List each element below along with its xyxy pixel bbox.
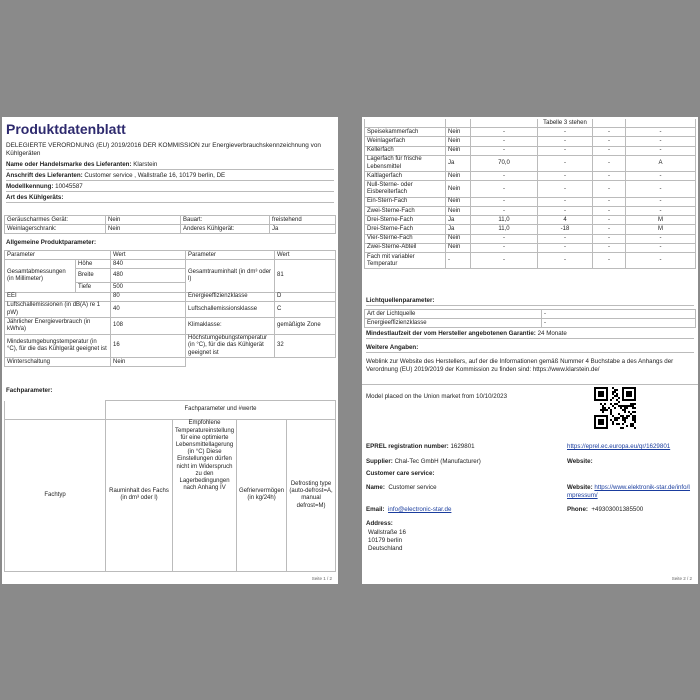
table-row: Tabelle 3 stehen (365, 119, 696, 128)
address-line: Deutschland (368, 545, 403, 552)
table-row: Vier-Sterne-Fach Nein - - - - (365, 234, 696, 243)
fach-heading: Fachparameter: (6, 387, 53, 394)
general-heading: Allgemeine Produktparameter: (6, 239, 97, 246)
type-heading: Art des Kühlgeräts: (6, 194, 334, 203)
table-row: Weinlagerschrank: Nein Anderes Kühlgerät: Ja (5, 225, 336, 234)
fach-table (4, 400, 336, 572)
address-line: 10179 berlin (368, 537, 403, 544)
table-row: Ein-Stern-Fach Nein - - - - (365, 197, 696, 206)
email-row: Email: info@electronic-star.de (366, 506, 452, 513)
table-row: Speisekammerfach Nein - - - - (365, 128, 696, 137)
table-row: Geräuscharmes Gerät: Nein Bauart: freistehend (5, 216, 336, 225)
general-table (4, 250, 336, 367)
table-row: Fach mit variabler Temperatur - - - - - (365, 253, 696, 269)
care-website-row: Website: https://www.elektronik-star.de/info/Impressum/ (567, 484, 691, 499)
table-row: Tiefe 500 (5, 283, 336, 292)
care-name-row: Name: Customer service (366, 484, 437, 491)
address-line: Wallstraße 16 (368, 529, 406, 536)
page-title: Produktdatenblatt (6, 121, 126, 137)
regulation-text: DELEGIERTE VERORDNUNG (EU) 2019/2016 DER KOMMISSION zur Energieverbrauchskennzeichnung von Kühlgeräten (6, 142, 321, 157)
care-heading: Customer care service: (366, 470, 435, 477)
table-row: Kaltlagerfach Nein - - - - (365, 172, 696, 181)
page-2 (362, 117, 698, 584)
phone-row: Phone: +49303001385500 (567, 506, 644, 513)
light-heading: Lichtquellenparameter: (366, 297, 694, 306)
table-row: Lagerfach für frische Lebensmittel Ja 70,0 - - A (365, 155, 696, 171)
eu-info-box (362, 384, 698, 584)
table-row: Gesamtabmessungen (in Millimeter) Höhe 840 Gesamtrauminhalt (in dm³ oder l) 81 (5, 260, 336, 269)
table-row: Zwei-Sterne-Fach Nein - - - - (365, 207, 696, 216)
fach-rows-table (364, 119, 696, 269)
page-footer: Seite 2 / 2 (671, 576, 692, 581)
page-footer: Seite 1 / 2 (311, 576, 332, 581)
table-row: Jährlicher Energieverbrauch (in kWh/a) 108 Klimaklasse: gemäßigte Zone (5, 318, 336, 334)
placed-on-market: Model placed on the Union market from 10/10/2023 (366, 393, 508, 400)
more-text: Weblink zur Website des Herstellers, auf der die Informationen gemäß Nummer 4 Buchstabe a des Anhangs der Verordnung (EU) 2019/2019 der Kommission zu finden sind: https://www.klarstein.de/ (366, 358, 674, 373)
email-link[interactable]: info@electronic-star.de (388, 506, 452, 513)
table-row: Kellerfach Nein - - - - (365, 146, 696, 155)
table-row: Art der Lichtquelle - (365, 310, 696, 319)
supplier-row: Supplier: Chal-Tec GmbH (Manufacturer) (366, 458, 481, 465)
guarantee-row: Mindestlaufzeit der vom Hersteller angebotenen Garantie: 24 Monate (366, 330, 694, 339)
table-row: Mindestumgebungstemperatur (in °C), für die das Kühlgerät geeignet ist 16 Höchstumgebungstemperatur (in °C), für die das Kühlgerät geeignet ist 32 (5, 334, 336, 358)
type-table (4, 215, 336, 234)
table-row: Null-Sterne- oder Eisbereiterfach Nein - - - - (365, 181, 696, 197)
address-row: Anschrift des Lieferanten: Customer service , Wallstraße 16, 10179 berlin, DE (6, 172, 334, 181)
table-row: Weinlagerfach Nein - - - - (365, 137, 696, 146)
table-row: Breite 480 (5, 269, 336, 283)
address-label: Address: (366, 520, 393, 527)
table-row: Energieeffizienzklasse - (365, 319, 696, 328)
website-label: Website: (567, 458, 593, 465)
supplier-row: Name oder Handelsmarke des Lieferanten: Klarstein (6, 161, 334, 170)
more-heading: Weitere Angaben: (366, 344, 694, 353)
table-row: Zwei-Sterne-Abteil Nein - - - - (365, 243, 696, 252)
page-1 (2, 117, 338, 584)
qr-code-icon (594, 387, 636, 429)
eprel-row: EPREL registration number: 1629801 (366, 443, 475, 450)
table-row: Parameter Wert Parameter Wert (5, 251, 336, 260)
table-row: EEI 80 Energieeffizienzklasse D (5, 292, 336, 301)
table-row: Fachparameter und #werte (5, 401, 336, 420)
eprel-link[interactable]: https://eprel.ec.europa.eu/qr/1629801 (567, 443, 671, 450)
model-row: Modellkennung: 10045587 (6, 183, 334, 192)
table-row: Drei-Sterne-Fach Ja 11,0 -18 - M (365, 225, 696, 234)
care-website-link[interactable]: https://www.elektronik-star.de/info/Impressum/ (567, 484, 691, 499)
table-row: Drei-Sterne-Fach Ja 11,0 4 - M (365, 216, 696, 225)
table-row: Winterschaltung Nein (5, 358, 336, 367)
table-row: Fachtyp Rauminhalt des Fachs (in dm³ oder l) Empfohlene Temperatureinstellung für eine optimierte Lebensmittellagerung (in °C) Diese Einstellungen dürfen nicht im Widerspruch zu den Lagerbedingungen nach Anhang IV Gefriervermögen (in kg/24h) Defrosting type (auto-defrost=A, manual defrost=M) (5, 419, 336, 571)
table-row: Luftschallemissionen (in dB(A) re 1 pW) 40 Luftschallemissionsklasse C (5, 301, 336, 317)
light-table (364, 309, 696, 328)
